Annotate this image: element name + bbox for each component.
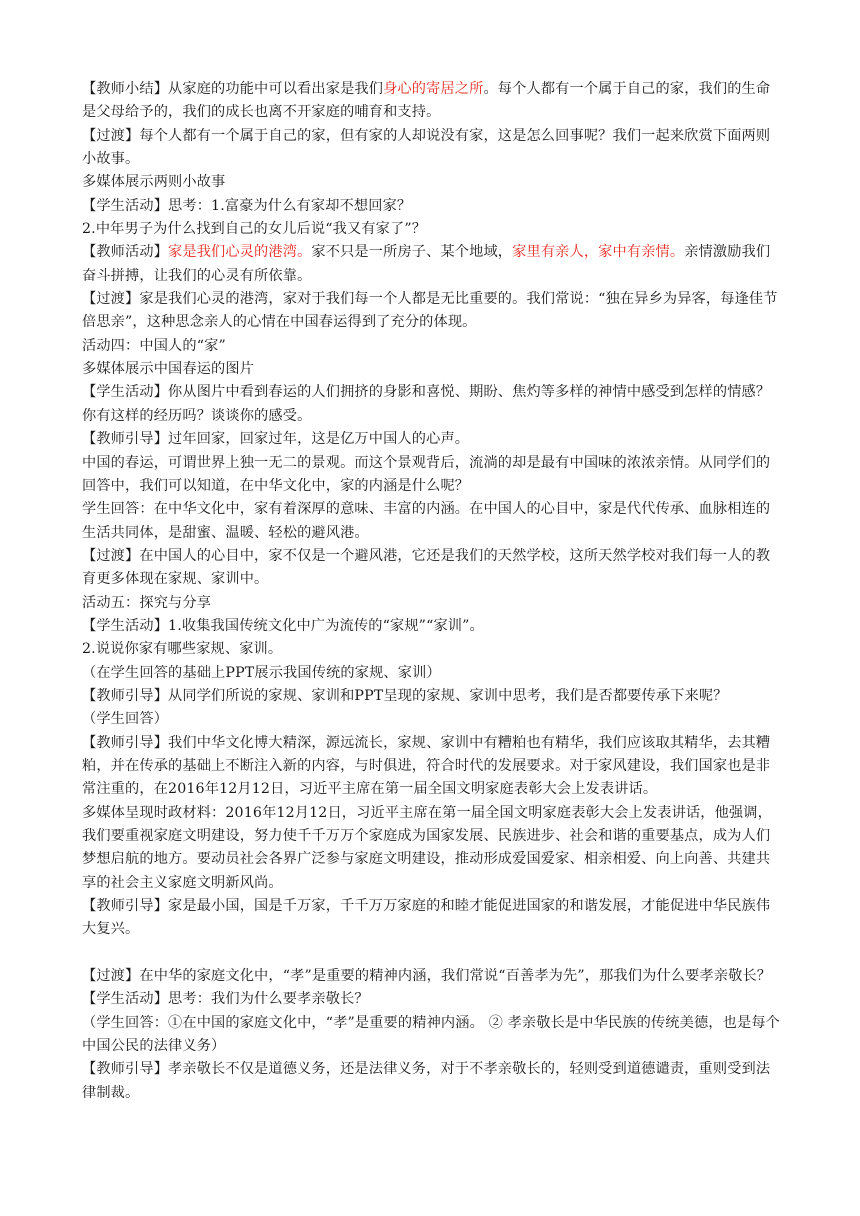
paragraph xyxy=(82,195,782,218)
text-segment: 【教师引导】过年回家，回家过年，这是亿万中国人的心声。 xyxy=(82,431,470,448)
text-segment: 【过渡】在中国人的心目中，家不仅是一个避风港，它还是我们的天然学校，这所天然学校对我们每一人的教育更多体现在家规、家训中。 xyxy=(82,547,771,588)
paragraph xyxy=(82,358,782,381)
paragraph xyxy=(82,1058,782,1105)
paragraph xyxy=(82,78,782,125)
paragraph xyxy=(82,988,782,1011)
text-segment: （在学生回答的基础上PPT展示我国传统的家规、家训） xyxy=(82,664,441,681)
text-segment: 【学生活动】1.收集我国传统文化中广为流传的“家规”“家训”。 xyxy=(82,617,484,634)
paragraph xyxy=(82,288,782,335)
paragraph xyxy=(82,732,782,802)
paragraph xyxy=(82,241,782,288)
highlighted-text: 家里有亲人，家中有亲情。 xyxy=(512,244,685,261)
text-segment: 2.说说你家有哪些家规、家训。 xyxy=(82,641,283,658)
text-segment: 2.中年男子为什么找到自己的女儿后说“我又有家了”？ xyxy=(82,221,427,238)
paragraph xyxy=(82,615,782,638)
highlighted-text: 家是我们心灵的港湾。 xyxy=(168,244,312,261)
text-segment: 【教师活动】 xyxy=(82,244,169,261)
text-segment: 活动四：中国人的“家” xyxy=(82,337,226,354)
paragraph xyxy=(82,171,782,194)
text-segment: （学生回答） xyxy=(82,711,169,728)
text-segment: 【教师引导】孝亲敬长不仅是道德义务，还是法律义务，对于不孝亲敬长的，轻则受到道德谴责，重则受到法律制裁。 xyxy=(82,1061,771,1101)
paragraph xyxy=(82,685,782,708)
paragraph xyxy=(82,498,782,545)
paragraph xyxy=(82,218,782,241)
paragraph xyxy=(82,638,782,661)
paragraph xyxy=(82,428,782,451)
text-segment: 多媒体展示两则小故事 xyxy=(82,174,226,191)
text-segment: 【过渡】在中华的家庭文化中，“孝”是重要的精神内涵，我们常说“百善孝为先”，那我们为什么要孝亲敬长？ xyxy=(82,968,772,985)
paragraph xyxy=(82,662,782,685)
text-segment: 【学生活动】思考：我们为什么要孝亲敬长？ xyxy=(82,991,369,1008)
text-segment: 【学生活动】思考：1.富豪为什么有家却不想回家？ xyxy=(82,197,412,214)
text-segment: 【过渡】每个人都有一个属于自己的家，但有家的人却说没有家，这是怎么回事呢？我们一起来欣赏下面两则小故事。 xyxy=(82,127,771,168)
text-segment: 【教师引导】我们中华文化博大精深，源远流长，家规、家训中有糟粕也有精华，我们应该取其精华，去其糟粕，并在传承的基础上不断注入新的内容，与时俱进，符合时代的发展要求。对于家风建设，我们国家也是非常注重的，在2016年12月12日，习近平主席在第一届全国文明家庭表彰大会上发表讲话。 xyxy=(82,734,771,798)
text-segment: 家不只是一所房子、某个地域， xyxy=(311,244,513,261)
paragraph xyxy=(82,125,782,172)
paragraph xyxy=(82,895,782,942)
paragraph xyxy=(82,1012,782,1059)
paragraph xyxy=(82,965,782,988)
text-segment: 。每个人都有一个属于自己的家，我们的生命是父母给予的，我们的成长也离不开家庭的哺育和支持。 xyxy=(82,81,771,121)
text-segment: 多媒体呈现时政材料：2016年12月12日，习近平主席在第一届全国文明家庭表彰大会上发表讲话，他强调，我们要重视家庭文明建设，努力使千千万万个家庭成为国家发展、民族进步、社会和谐的重要基点，成为人们梦想启航的地方。要动员社会各界广泛参与家庭文明建设，推动形成爱国爱家、相亲相爱、向上向善、共建共享的社会主义家庭文明新风尚。 xyxy=(82,804,772,891)
text-segment: 【学生活动】你从图片中看到春运的人们拥挤的身影和喜悦、期盼、焦灼等多样的神情中感受到怎样的情感？你有这样的经历吗？谈谈你的感受。 xyxy=(82,384,771,424)
paragraph xyxy=(82,335,782,358)
paragraph xyxy=(82,381,782,428)
text-segment: （学生回答：①在中国的家庭文化中，“孝”是重要的精神内涵。 ② 孝亲敬长是中华民族的传统美德，也是每个中国公民的法律义务） xyxy=(82,1014,780,1055)
text-segment: 活动五：探究与分享 xyxy=(82,594,212,611)
paragraph xyxy=(82,802,782,895)
document-page xyxy=(82,78,782,1105)
paragraph xyxy=(82,452,782,499)
text-segment: 学生回答：在中华文化中，家有着深厚的意味、丰富的内涵。在中国人的心目中，家是代代传承、血脉相连的生活共同体，是甜蜜、温暖、轻松的避风港。 xyxy=(82,501,771,541)
text-segment: 【教师引导】从同学们所说的家规、家训和PPT呈现的家规、家训中思考，我们是否都要传承下来呢？ xyxy=(82,687,728,704)
text-segment: 亲情激励我们奋斗拼搏，让我们的心灵有所依靠。 xyxy=(82,244,771,284)
highlighted-text: 身心的寄居之所 xyxy=(383,81,484,97)
text-segment: 【过渡】家是我们心灵的港湾，家对于我们每一个人都是无比重要的。我们常说：“独在异乡为异客，每逢佳节倍思亲”，这种思念亲人的心情在中国春运得到了充分的体现。 xyxy=(82,291,778,331)
text-segment: 【教师引导】家是最小国，国是千万家，千千万万家庭的和睦才能促进国家的和谐发展，才能促进中华民族伟大复兴。 xyxy=(82,898,771,938)
text-segment: 【教师小结】从家庭的功能中可以看出家是我们 xyxy=(82,81,384,97)
paragraph xyxy=(82,708,782,731)
paragraph xyxy=(82,592,782,615)
paragraph xyxy=(82,545,782,592)
blank-line xyxy=(82,942,782,965)
text-segment: 多媒体展示中国春运的图片 xyxy=(82,361,255,378)
text-segment: 中国的春运，可谓世界上独一无二的景观。而这个景观背后，流淌的却是最有中国味的浓浓亲情。从同学们的回答中，我们可以知道，在中华文化中，家的内涵是什么呢？ xyxy=(82,454,771,494)
